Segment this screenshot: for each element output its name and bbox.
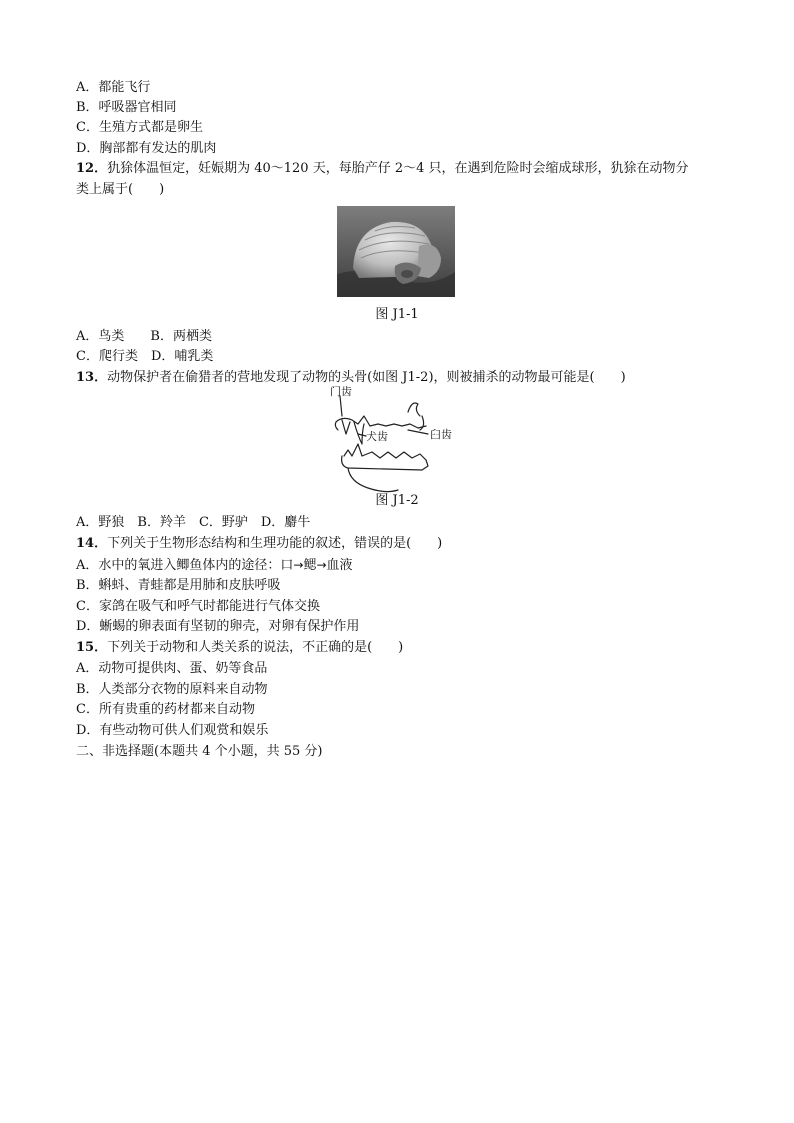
arrow-icon: → [293, 558, 304, 572]
q15-option-a: A．动物可提供肉、蛋、奶等食品 [76, 661, 268, 676]
q14-option-a: A．水中的氧进入鲫鱼体内的途径：口→鳃→血液 [76, 558, 353, 573]
q14-option-d: D．蜥蜴的卵表面有坚韧的卵壳，对卵有保护作用 [76, 619, 360, 634]
q15-stem-line [76, 638, 403, 658]
q13-stem-line [76, 368, 626, 388]
q14-number: 14． [76, 536, 108, 551]
q13-stem: 动物保护者在偷猎者的营地发现了动物的头骨(如图 J1-2)，则被捕杀的动物最可能是( ) [107, 370, 626, 385]
label-molar: 臼齿 [430, 429, 452, 441]
incisor-tooth [342, 420, 350, 434]
q12-stem: 犰狳体温恒定，妊娠期为 40～120 天，每胎产仔 2～4 只，在遇到危险时会缩成球形，犰狳在动物分 [107, 161, 689, 176]
q12-options-line2: C．爬行类 D．哺乳类 [76, 349, 214, 364]
section-2-heading: 二、非选择题(本题共 4 个小题，共 55 分) [76, 744, 323, 759]
q12-stem-line1 [76, 159, 689, 179]
skull-diagram [328, 386, 468, 498]
label-canine: 犬齿 [366, 431, 388, 443]
figure-caption-j1-2: 图 J1-2 [375, 493, 419, 508]
label-incisor: 门齿 [330, 386, 352, 398]
q11-option-c: C．生殖方式都是卵生 [76, 120, 203, 135]
canine-tooth [354, 422, 364, 444]
q11-option-b: B．呼吸器官相同 [76, 100, 177, 115]
q13-number: 13． [76, 370, 108, 385]
q12-number: 12． [76, 161, 108, 176]
arrow-icon: → [316, 558, 327, 572]
q14-stem-line [76, 534, 442, 554]
q15-option-b: B．人类部分衣物的原料来自动物 [76, 682, 268, 697]
q15-option-c: C．所有贵重的药材都来自动物 [76, 702, 255, 717]
lower-jaw [342, 456, 428, 470]
q12-options-line1: A．鸟类 B．两栖类 [76, 329, 212, 344]
q15-option-d: D．有些动物可供人们观赏和娱乐 [76, 723, 269, 738]
q11-option-a: A．都能飞行 [76, 80, 151, 95]
q14-option-c: C．家鸽在吸气和呼气时都能进行气体交换 [76, 599, 320, 614]
q15-stem: 下列关于动物和人类关系的说法，不正确的是( ) [107, 640, 404, 655]
q14-option-b: B．蝌蚪、青蛙都是用肺和皮肤呼吸 [76, 578, 281, 593]
q12-stem-line2: 类上属于( ) [76, 182, 165, 197]
q11-option-d: D．胸部都有发达的肌肉 [76, 141, 217, 156]
q14-stem: 下列关于生物形态结构和生理功能的叙述，错误的是( ) [107, 536, 443, 551]
figure-caption-j1-1: 图 J1-1 [375, 307, 419, 322]
q15-number: 15． [76, 640, 108, 655]
q13-options: A．野狼 B．羚羊 C．野驴 D．麝牛 [76, 515, 311, 530]
armadillo-photo [337, 206, 455, 297]
